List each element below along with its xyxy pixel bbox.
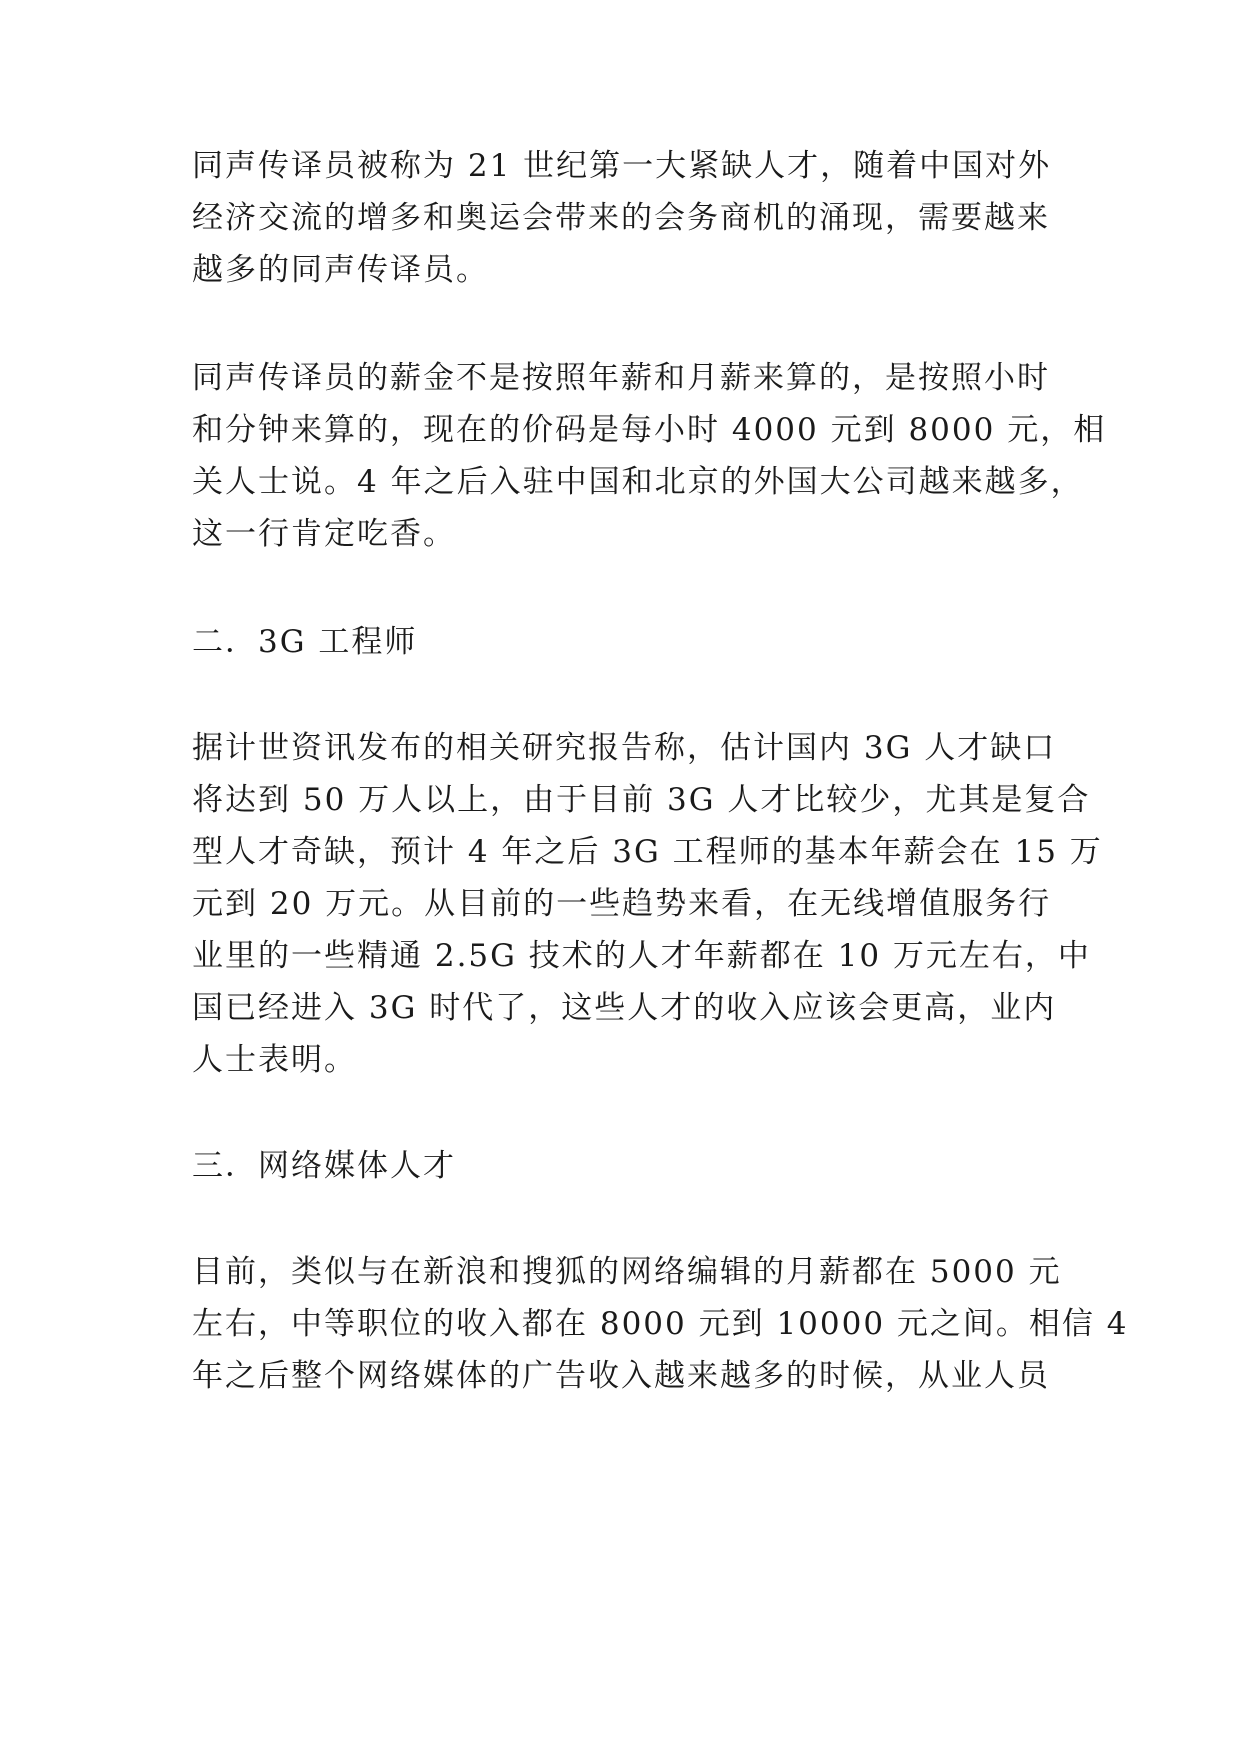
paragraph-line: 同声传译员的薪金不是按照年薪和月薪来算的，是按照小时 xyxy=(192,360,1050,396)
paragraph-line: 人士表明。 xyxy=(192,1042,357,1078)
paragraph-line: 国已经进入 3G 时代了，这些人才的收入应该会更高，业内 xyxy=(192,990,1057,1026)
paragraph-line: 目前，类似与在新浪和搜狐的网络编辑的月薪都在 5000 元 xyxy=(192,1254,1062,1290)
paragraph-line: 业里的一些精通 2.5G 技术的人才年薪都在 10 万元左右，中 xyxy=(192,938,1091,974)
section-heading: 二．3G 工程师 xyxy=(192,624,418,660)
paragraph-line: 元到 20 万元。从目前的一些趋势来看，在无线增值服务行 xyxy=(192,886,1052,922)
paragraph-line: 关人士说。4 年之后入驻中国和北京的外国大公司越来越多， xyxy=(192,464,1084,500)
paragraph-line: 型人才奇缺，预计 4 年之后 3G 工程师的基本年薪会在 15 万 xyxy=(192,834,1103,870)
paragraph-line: 同声传译员被称为 21 世纪第一大紧缺人才，随着中国对外 xyxy=(192,148,1052,184)
paragraph-line: 越多的同声传译员。 xyxy=(192,252,489,288)
section-heading: 三．网络媒体人才 xyxy=(192,1148,456,1184)
paragraph-line: 将达到 50 万人以上，由于目前 3G 人才比较少，尤其是复合 xyxy=(192,782,1091,818)
paragraph-line: 年之后整个网络媒体的广告收入越来越多的时候，从业人员 xyxy=(192,1358,1050,1394)
paragraph-line: 经济交流的增多和奥运会带来的会务商机的涌现，需要越来 xyxy=(192,200,1050,236)
paragraph-line: 和分钟来算的，现在的价码是每小时 4000 元到 8000 元，相 xyxy=(192,412,1107,448)
paragraph-line: 左右，中等职位的收入都在 8000 元到 10000 元之间。相信 4 xyxy=(192,1306,1129,1342)
paragraph-line: 据计世资讯发布的相关研究报告称，估计国内 3G 人才缺口 xyxy=(192,730,1057,766)
paragraph-line: 这一行肯定吃香。 xyxy=(192,516,456,552)
